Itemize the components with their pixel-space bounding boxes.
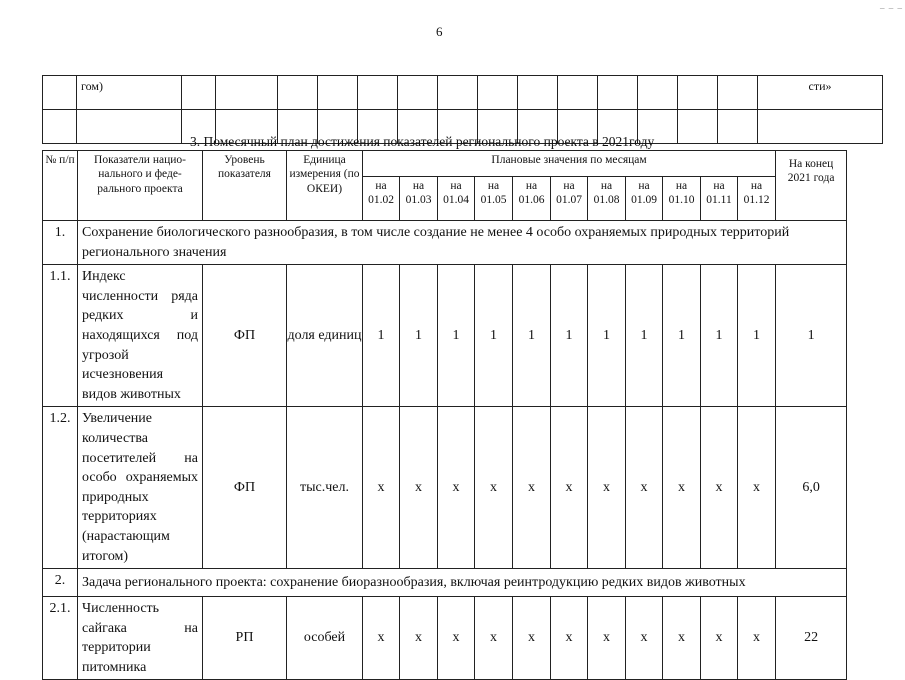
month-header: на 01.08 <box>588 177 626 221</box>
indicator-name: Численность сайгака на территории питомника <box>78 597 203 680</box>
goal-row <box>43 221 847 265</box>
corner-mark: _ _ _ <box>880 0 903 10</box>
row-number: 2. <box>43 569 78 597</box>
indicator-level: РП <box>203 597 287 680</box>
fragment-right-text: сти» <box>758 76 883 110</box>
month-header: на 01.06 <box>513 177 551 221</box>
header-end-of-year: На конец 2021 года <box>776 151 847 221</box>
indicator-unit: тыс.чел. <box>287 407 363 569</box>
month-value: х <box>663 597 701 680</box>
page-number: 6 <box>436 24 443 39</box>
month-value: 1 <box>738 265 776 407</box>
month-header: на 01.10 <box>663 177 701 221</box>
month-value: 1 <box>400 265 438 407</box>
row-number: 1.1. <box>43 265 78 407</box>
month-value: 1 <box>363 265 400 407</box>
month-value: 1 <box>475 265 513 407</box>
row-number: 1.2. <box>43 407 78 569</box>
header-planned: Плановые значения по месяцам <box>363 151 776 177</box>
month-value: х <box>438 407 475 569</box>
header-level: Уровень показателя <box>203 151 287 221</box>
month-value: х <box>588 597 626 680</box>
month-value: х <box>663 407 701 569</box>
header-row <box>43 151 847 177</box>
month-value: 1 <box>626 265 663 407</box>
row-number: 2.1. <box>43 597 78 680</box>
end-of-year-value: 1 <box>776 265 847 407</box>
month-value: 1 <box>551 265 588 407</box>
indicator-unit: доля единиц <box>287 265 363 407</box>
month-header: на 01.05 <box>475 177 513 221</box>
goal-text: Сохранение биологического разнообразия, в том числе создание не менее 4 особо охраняемых природных территорий регионального значения <box>78 221 847 265</box>
indicator-name: Индекс численности ряда редких и находящихся под угрозой исчезновения видов животных <box>78 265 203 407</box>
month-value: 1 <box>663 265 701 407</box>
monthly-plan-table <box>42 150 847 680</box>
month-value: х <box>513 597 551 680</box>
month-value: х <box>400 597 438 680</box>
month-value: х <box>363 597 400 680</box>
month-value: х <box>400 407 438 569</box>
indicator-name: Увеличение количества посетителей на особо охраняемых природных территориях (нарастающим итогом) <box>78 407 203 569</box>
fragment-left-text: гом) <box>77 76 182 110</box>
month-value: х <box>551 407 588 569</box>
indicator-level: ФП <box>203 407 287 569</box>
end-of-year-value: 22 <box>776 597 847 680</box>
month-value: х <box>475 597 513 680</box>
indicator-row <box>43 407 847 569</box>
month-header: на 01.03 <box>400 177 438 221</box>
month-value: х <box>588 407 626 569</box>
indicator-unit: особей <box>287 597 363 680</box>
header-indicator: Показатели нацио-нального и феде-рального проекта <box>78 151 203 221</box>
month-header: на 01.04 <box>438 177 475 221</box>
month-value: 1 <box>701 265 738 407</box>
month-value: х <box>738 407 776 569</box>
month-value: 1 <box>438 265 475 407</box>
month-header: на 01.09 <box>626 177 663 221</box>
row-number: 1. <box>43 221 78 265</box>
month-header: на 01.11 <box>701 177 738 221</box>
month-header: на 01.12 <box>738 177 776 221</box>
indicator-level: ФП <box>203 265 287 407</box>
goal-text: Задача регионального проекта: сохранение биоразнообразия, включая реинтродукцию редких видов животных <box>78 569 847 597</box>
month-value: х <box>738 597 776 680</box>
month-value: х <box>363 407 400 569</box>
goal-row <box>43 569 847 597</box>
indicator-row <box>43 265 847 407</box>
month-header: на 01.02 <box>363 177 400 221</box>
month-header: на 01.07 <box>551 177 588 221</box>
month-value: 1 <box>588 265 626 407</box>
month-value: х <box>475 407 513 569</box>
indicator-row <box>43 597 847 680</box>
month-value: х <box>626 597 663 680</box>
fragment-row <box>43 76 883 110</box>
month-value: х <box>626 407 663 569</box>
month-value: х <box>551 597 588 680</box>
month-value: 1 <box>513 265 551 407</box>
section-title: 3. Помесячный план достижения показателей регионального проекта в 2021году <box>190 134 655 149</box>
header-num: № п/п <box>43 151 78 221</box>
month-value: х <box>513 407 551 569</box>
month-value: х <box>701 407 738 569</box>
header-unit: Единица измерения (по ОКЕИ) <box>287 151 363 221</box>
end-of-year-value: 6,0 <box>776 407 847 569</box>
month-value: х <box>701 597 738 680</box>
month-value: х <box>438 597 475 680</box>
